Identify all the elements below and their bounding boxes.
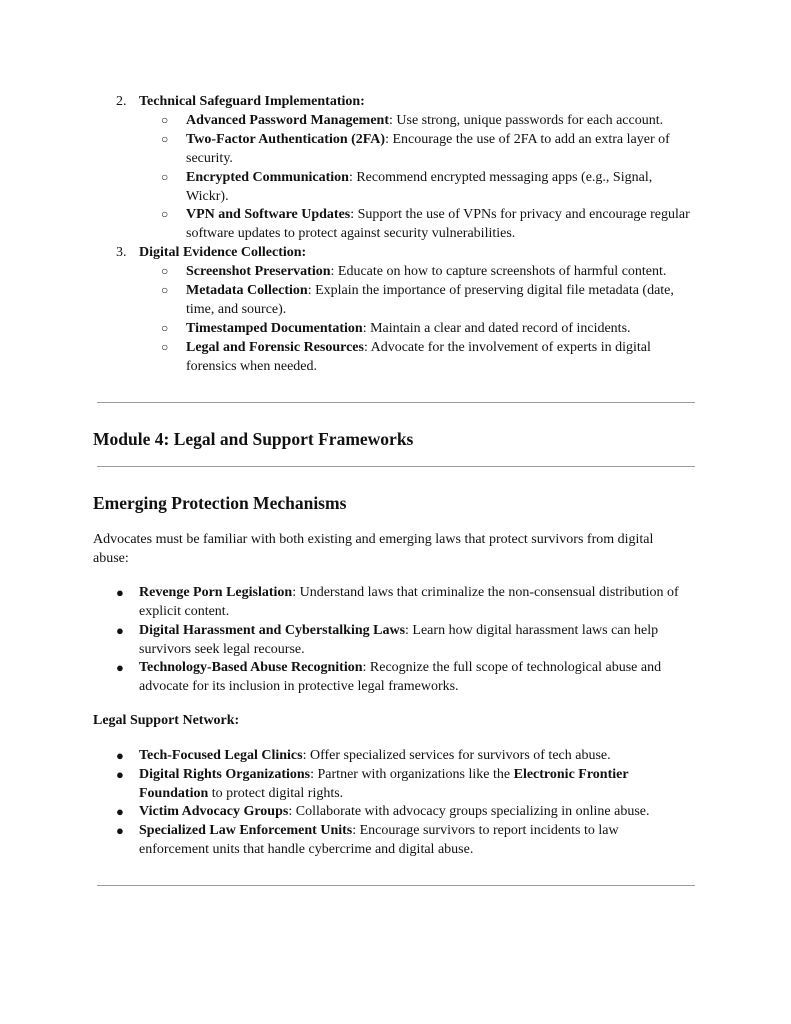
list-item: Advanced Password Management: Use strong, unique passwords for each account.	[186, 113, 664, 128]
horizontal-divider	[97, 885, 695, 886]
list-item: Digital Harassment and Cyberstalking Laws: Learn how digital harassment laws can help survivors seek legal recourse.	[139, 623, 659, 657]
list-item: Screenshot Preservation: Educate on how to capture screenshots of harmful content.	[186, 264, 667, 279]
list-number: 2.	[116, 94, 127, 109]
bullet-icon: ●	[116, 585, 124, 600]
list-item: Victim Advocacy Groups: Collaborate with advocacy groups specializing in online abuse.	[139, 804, 650, 819]
hollow-bullet-icon: ○	[161, 170, 169, 184]
horizontal-divider	[97, 402, 695, 403]
section-title-technical: Technical Safeguard Implementation:	[139, 94, 365, 109]
bullet-icon: ●	[116, 660, 124, 675]
hollow-bullet-icon: ○	[161, 321, 169, 335]
list-item: Technology-Based Abuse Recognition: Recognize the full scope of technological abuse and advocate for its inclusion in protective legal frameworks.	[139, 660, 662, 694]
module-heading: Module 4: Legal and Support Frameworks	[93, 429, 414, 449]
hollow-bullet-icon: ○	[161, 113, 169, 127]
list-item: Specialized Law Enforcement Units: Encourage survivors to report incidents to law enforcement units that handle cybercrime and digital abuse.	[139, 823, 619, 857]
list-item: Revenge Porn Legislation: Understand laws that criminalize the non-consensual distribution of explicit content.	[139, 585, 679, 619]
list-item: Digital Rights Organizations: Partner with organizations like the Electronic Frontier Foundation to protect digital rights.	[139, 767, 629, 801]
bullet-icon: ●	[116, 623, 124, 638]
bullet-icon: ●	[116, 748, 124, 763]
hollow-bullet-icon: ○	[161, 132, 169, 146]
list-item: Two-Factor Authentication (2FA): Encourage the use of 2FA to add an extra layer of security.	[186, 132, 670, 166]
horizontal-divider	[97, 466, 695, 467]
section-title-evidence: Digital Evidence Collection:	[139, 245, 307, 260]
hollow-bullet-icon: ○	[161, 340, 169, 354]
list-item: VPN and Software Updates: Support the use of VPNs for privacy and encourage regular software updates to protect against security vulnerabilities.	[186, 207, 690, 241]
list-item: Timestamped Documentation: Maintain a clear and dated record of incidents.	[186, 321, 631, 336]
intro-paragraph: Advocates must be familiar with both existing and emerging laws that protect survivors from digital abuse:	[93, 532, 654, 566]
hollow-bullet-icon: ○	[161, 264, 169, 278]
list-item: Metadata Collection: Explain the importance of preserving digital file metadata (date, time, and source).	[186, 283, 674, 317]
bullet-icon: ●	[116, 823, 124, 838]
bullet-icon: ●	[116, 767, 124, 782]
bullet-icon: ●	[116, 804, 124, 819]
section-heading: Emerging Protection Mechanisms	[93, 493, 347, 513]
hollow-bullet-icon: ○	[161, 207, 169, 221]
subsection-label: Legal Support Network:	[93, 713, 240, 728]
hollow-bullet-icon: ○	[161, 283, 169, 297]
list-item: Tech-Focused Legal Clinics: Offer specialized services for survivors of tech abuse.	[139, 748, 611, 763]
list-item: Legal and Forensic Resources: Advocate for the involvement of experts in digital forensics when needed.	[186, 340, 651, 374]
list-number: 3.	[116, 245, 127, 260]
list-item: Encrypted Communication: Recommend encrypted messaging apps (e.g., Signal, Wickr).	[186, 170, 653, 204]
